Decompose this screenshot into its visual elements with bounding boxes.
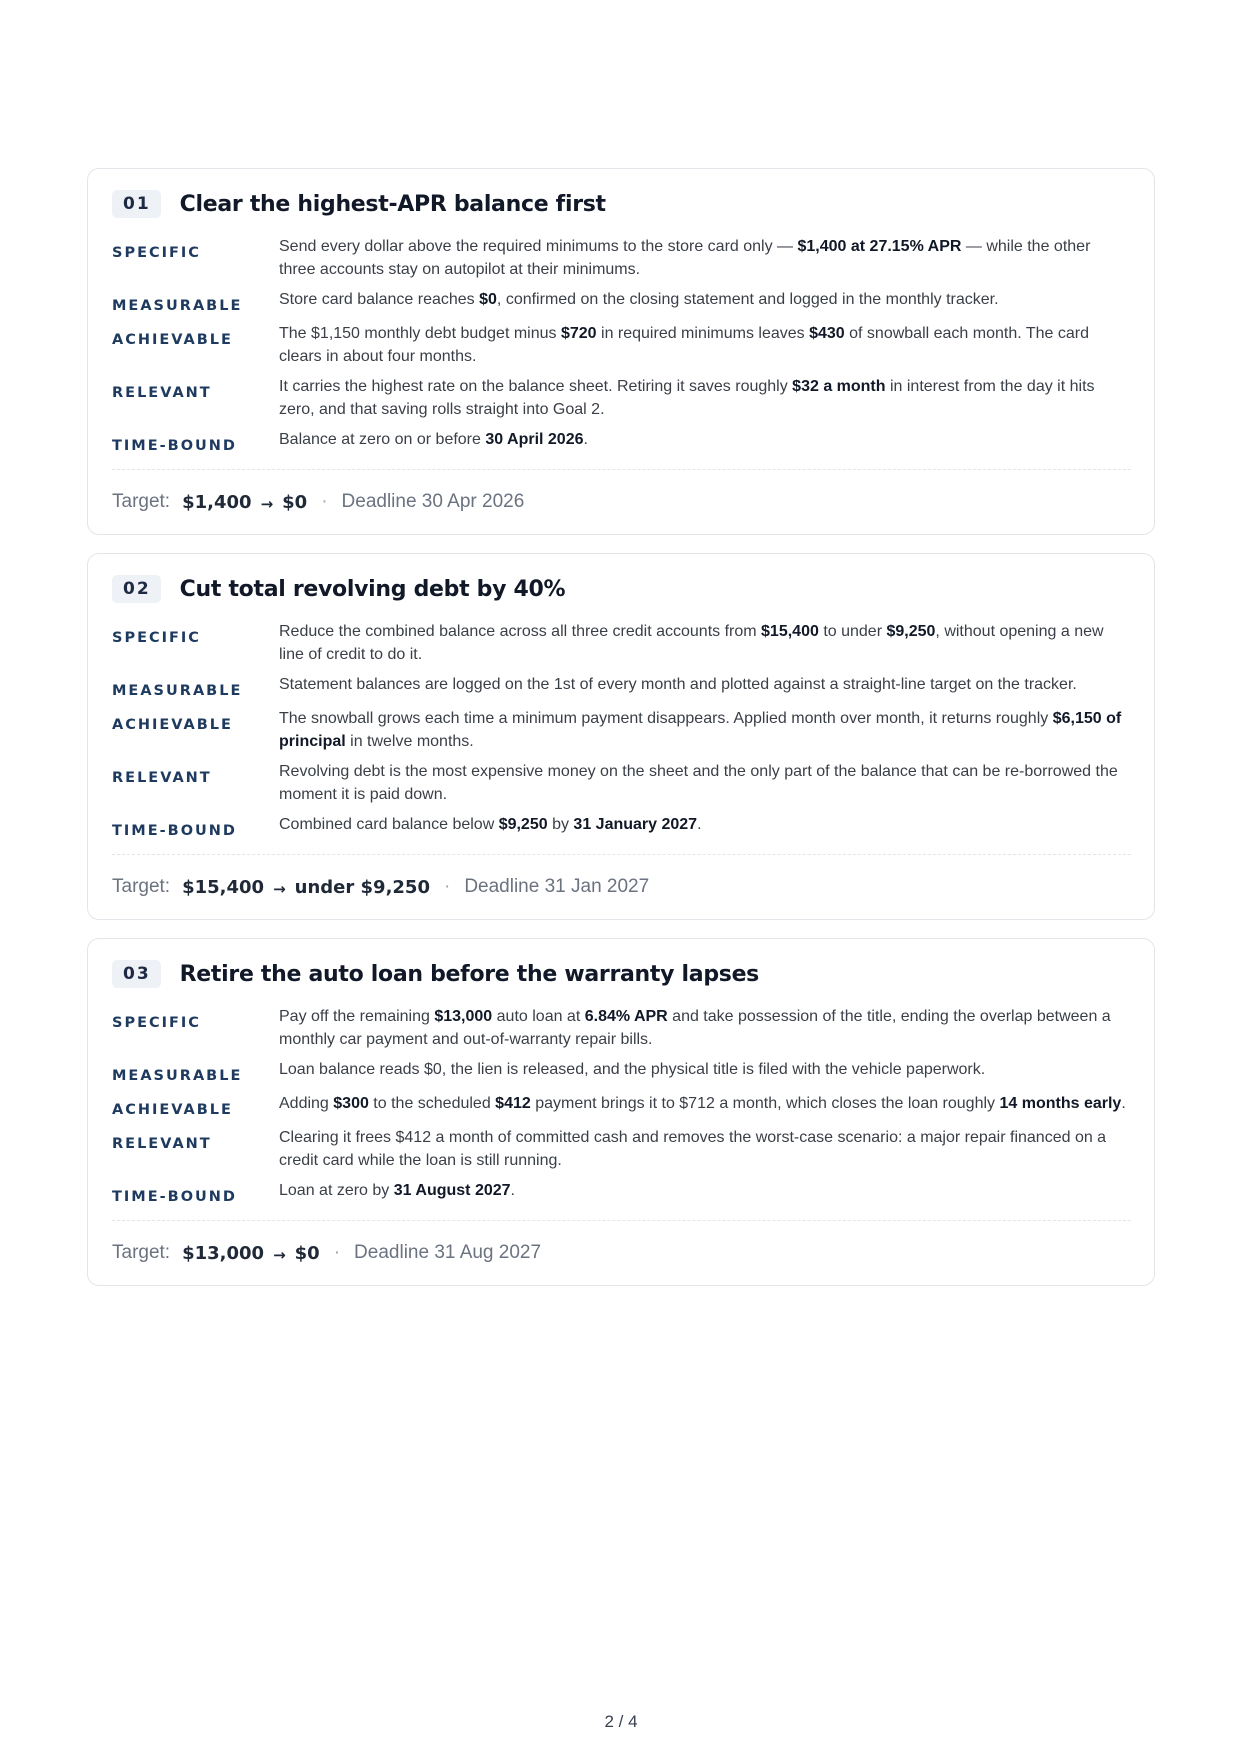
criteria-label: MEASURABLE	[112, 298, 243, 314]
criteria-label: ACHIEVABLE	[112, 332, 233, 348]
text-segment: .	[1121, 1095, 1126, 1112]
highlight-value: $0	[479, 291, 497, 308]
text-segment: Balance at zero on or before	[279, 431, 486, 448]
goals-list	[87, 168, 1155, 1304]
text-segment: .	[583, 431, 588, 448]
smart-criteria	[112, 1005, 1131, 1206]
text-segment: Send every dollar above the required minimums to the store card only —	[279, 238, 798, 255]
highlight-value: $9,250	[886, 623, 936, 640]
text-segment: , without opening a new line of credit to do it.	[279, 623, 1104, 663]
criteria-label: TIME-BOUND	[112, 1189, 237, 1205]
criteria-text	[279, 760, 1131, 806]
goal-header	[112, 574, 1131, 604]
target-to-value: $0	[282, 491, 308, 513]
criteria-row	[112, 813, 1131, 840]
text-segment: Combined card balance below	[279, 816, 499, 833]
text-segment: Store card balance reaches	[279, 291, 480, 308]
text-segment: Adding	[279, 1095, 334, 1112]
goal-title: Clear the highest-APR balance first	[179, 191, 606, 217]
criteria-label: ACHIEVABLE	[112, 1102, 233, 1118]
criteria-text	[279, 322, 1131, 368]
text-segment: It carries the highest rate on the balance sheet. Retiring it saves roughly	[279, 378, 793, 395]
highlight-value: 31 August 2027	[393, 1182, 511, 1199]
text-segment: by	[547, 816, 574, 833]
highlight-value: 30 April 2026	[485, 431, 584, 448]
text-segment: in required minimums leaves	[596, 325, 810, 342]
deadline-text: Deadline 30 Apr 2026	[341, 491, 525, 512]
text-segment: Loan at zero by	[279, 1182, 394, 1199]
arrow-right-icon: →	[273, 1246, 286, 1264]
criteria-label: ACHIEVABLE	[112, 717, 233, 733]
goal-header	[112, 189, 1131, 219]
goal-card	[87, 553, 1155, 920]
text-segment: Reduce the combined balance across all three credit accounts from	[279, 623, 762, 640]
criteria-label: SPECIFIC	[112, 245, 201, 261]
criteria-text	[279, 428, 1131, 451]
criteria-label: MEASURABLE	[112, 1068, 243, 1084]
goal-target-footer	[112, 1220, 1131, 1285]
highlight-value: $15,400	[761, 623, 819, 640]
separator-dot: ·	[443, 876, 451, 897]
criteria-label: SPECIFIC	[112, 1015, 201, 1031]
highlight-value: $9,250	[498, 816, 548, 833]
highlight-value: $300	[333, 1095, 369, 1112]
smart-criteria	[112, 235, 1131, 455]
criteria-text	[279, 1092, 1131, 1115]
text-segment: The $1,150 monthly debt budget minus	[279, 325, 561, 342]
criteria-text	[279, 1126, 1131, 1172]
criteria-row	[112, 1126, 1131, 1172]
text-segment: auto loan at	[492, 1008, 585, 1025]
criteria-label: MEASURABLE	[112, 683, 243, 699]
criteria-label: TIME-BOUND	[112, 823, 237, 839]
separator-dot: ·	[333, 1242, 341, 1263]
text-segment: The snowball grows each time a minimum payment disappears. Applied month over month, it returns roughly	[279, 710, 1053, 727]
text-segment: and take possession of the title, ending the overlap between a monthly car payment and out-of-warranty repair bills.	[279, 1008, 1111, 1048]
text-segment: in interest from the day it hits zero, and that saving rolls straight into Goal 2.	[279, 378, 1095, 418]
arrow-right-icon: →	[273, 880, 286, 898]
goal-target-footer	[112, 854, 1131, 919]
criteria-text	[279, 1005, 1131, 1051]
criteria-text	[279, 620, 1131, 666]
text-segment: Clearing it frees $412 a month of committed cash and removes the worst-case scenario: a major repair financed on a credit card while the loan is still running.	[279, 1129, 1107, 1169]
criteria-row	[112, 288, 1131, 315]
highlight-value: $6,150 of principal	[279, 710, 1122, 750]
target-from-value: $1,400	[182, 491, 252, 513]
criteria-row	[112, 1058, 1131, 1085]
criteria-label: RELEVANT	[112, 770, 212, 786]
goal-title: Cut total revolving debt by 40%	[179, 576, 566, 602]
text-segment: Statement balances are logged on the 1st of every month and plotted against a straight-line target on the tracker.	[279, 676, 1077, 693]
criteria-label: RELEVANT	[112, 1136, 212, 1152]
highlight-value: $430	[809, 325, 845, 342]
goal-header	[112, 959, 1131, 989]
goal-number-badge: 01	[112, 190, 161, 218]
criteria-text	[279, 375, 1131, 421]
text-segment: .	[697, 816, 702, 833]
criteria-label: TIME-BOUND	[112, 438, 237, 454]
text-segment: payment brings it to $712 a month, which closes the loan roughly	[530, 1095, 1000, 1112]
criteria-row	[112, 428, 1131, 455]
criteria-text	[279, 813, 1131, 836]
criteria-row	[112, 760, 1131, 806]
text-segment: .	[510, 1182, 515, 1199]
smart-criteria	[112, 620, 1131, 840]
text-segment: Revolving debt is the most expensive money on the sheet and the only part of the balance that can be re-borrowed the moment it is paid down.	[279, 763, 1118, 803]
text-segment: of snowball each month. The card clears in about four months.	[279, 325, 1089, 365]
text-segment: to under	[818, 623, 887, 640]
text-segment: , confirmed on the closing statement and logged in the monthly tracker.	[496, 291, 999, 308]
target-from-value: $13,000	[182, 1242, 265, 1264]
criteria-row	[112, 235, 1131, 281]
criteria-label: RELEVANT	[112, 385, 212, 401]
criteria-row	[112, 707, 1131, 753]
text-segment: Pay off the remaining	[279, 1008, 435, 1025]
target-label: Target:	[112, 1242, 171, 1263]
criteria-row	[112, 1179, 1131, 1206]
criteria-label: SPECIFIC	[112, 630, 201, 646]
criteria-row	[112, 1005, 1131, 1051]
target-to-value: $0	[294, 1242, 320, 1264]
target-to-value: under $9,250	[294, 876, 430, 898]
goal-target-footer	[112, 469, 1131, 534]
criteria-text	[279, 1179, 1131, 1202]
criteria-text	[279, 235, 1131, 281]
criteria-row	[112, 375, 1131, 421]
arrow-right-icon: →	[260, 495, 274, 513]
highlight-value: 31 January 2027	[573, 816, 698, 833]
highlight-value: $32 a month	[792, 378, 886, 395]
criteria-row	[112, 673, 1131, 700]
text-segment: Loan balance reads $0, the lien is released, and the physical title is filed with the vehicle paperwork.	[279, 1061, 986, 1078]
text-segment: — while the other three accounts stay on autopilot at their minimums.	[279, 238, 1091, 278]
goal-number-badge: 03	[112, 960, 161, 988]
highlight-value: $412	[495, 1095, 531, 1112]
deadline-text: Deadline 31 Aug 2027	[354, 1242, 542, 1263]
target-label: Target:	[112, 491, 171, 512]
criteria-row	[112, 620, 1131, 666]
criteria-text	[279, 1058, 1131, 1081]
criteria-text	[279, 673, 1131, 696]
goal-card	[87, 938, 1155, 1286]
text-segment: in twelve months.	[345, 733, 474, 750]
criteria-row	[112, 322, 1131, 368]
highlight-value: $1,400 at 27.15% APR	[797, 238, 962, 255]
criteria-row	[112, 1092, 1131, 1119]
deadline-text: Deadline 31 Jan 2027	[464, 876, 650, 897]
separator-dot: ·	[321, 491, 328, 512]
page-number: 2 / 4	[604, 1712, 638, 1731]
target-from-value: $15,400	[182, 876, 265, 898]
highlight-value: $13,000	[434, 1008, 493, 1025]
criteria-text	[279, 288, 1131, 311]
text-segment: to the scheduled	[368, 1095, 496, 1112]
goal-number-badge: 02	[112, 575, 161, 603]
criteria-text	[279, 707, 1131, 753]
target-label: Target:	[112, 876, 171, 897]
goal-title: Retire the auto loan before the warranty lapses	[179, 961, 759, 987]
highlight-value: $720	[560, 325, 597, 342]
highlight-value: 14 months early	[999, 1095, 1122, 1112]
goal-card	[87, 168, 1155, 535]
highlight-value: 6.84% APR	[584, 1008, 668, 1025]
